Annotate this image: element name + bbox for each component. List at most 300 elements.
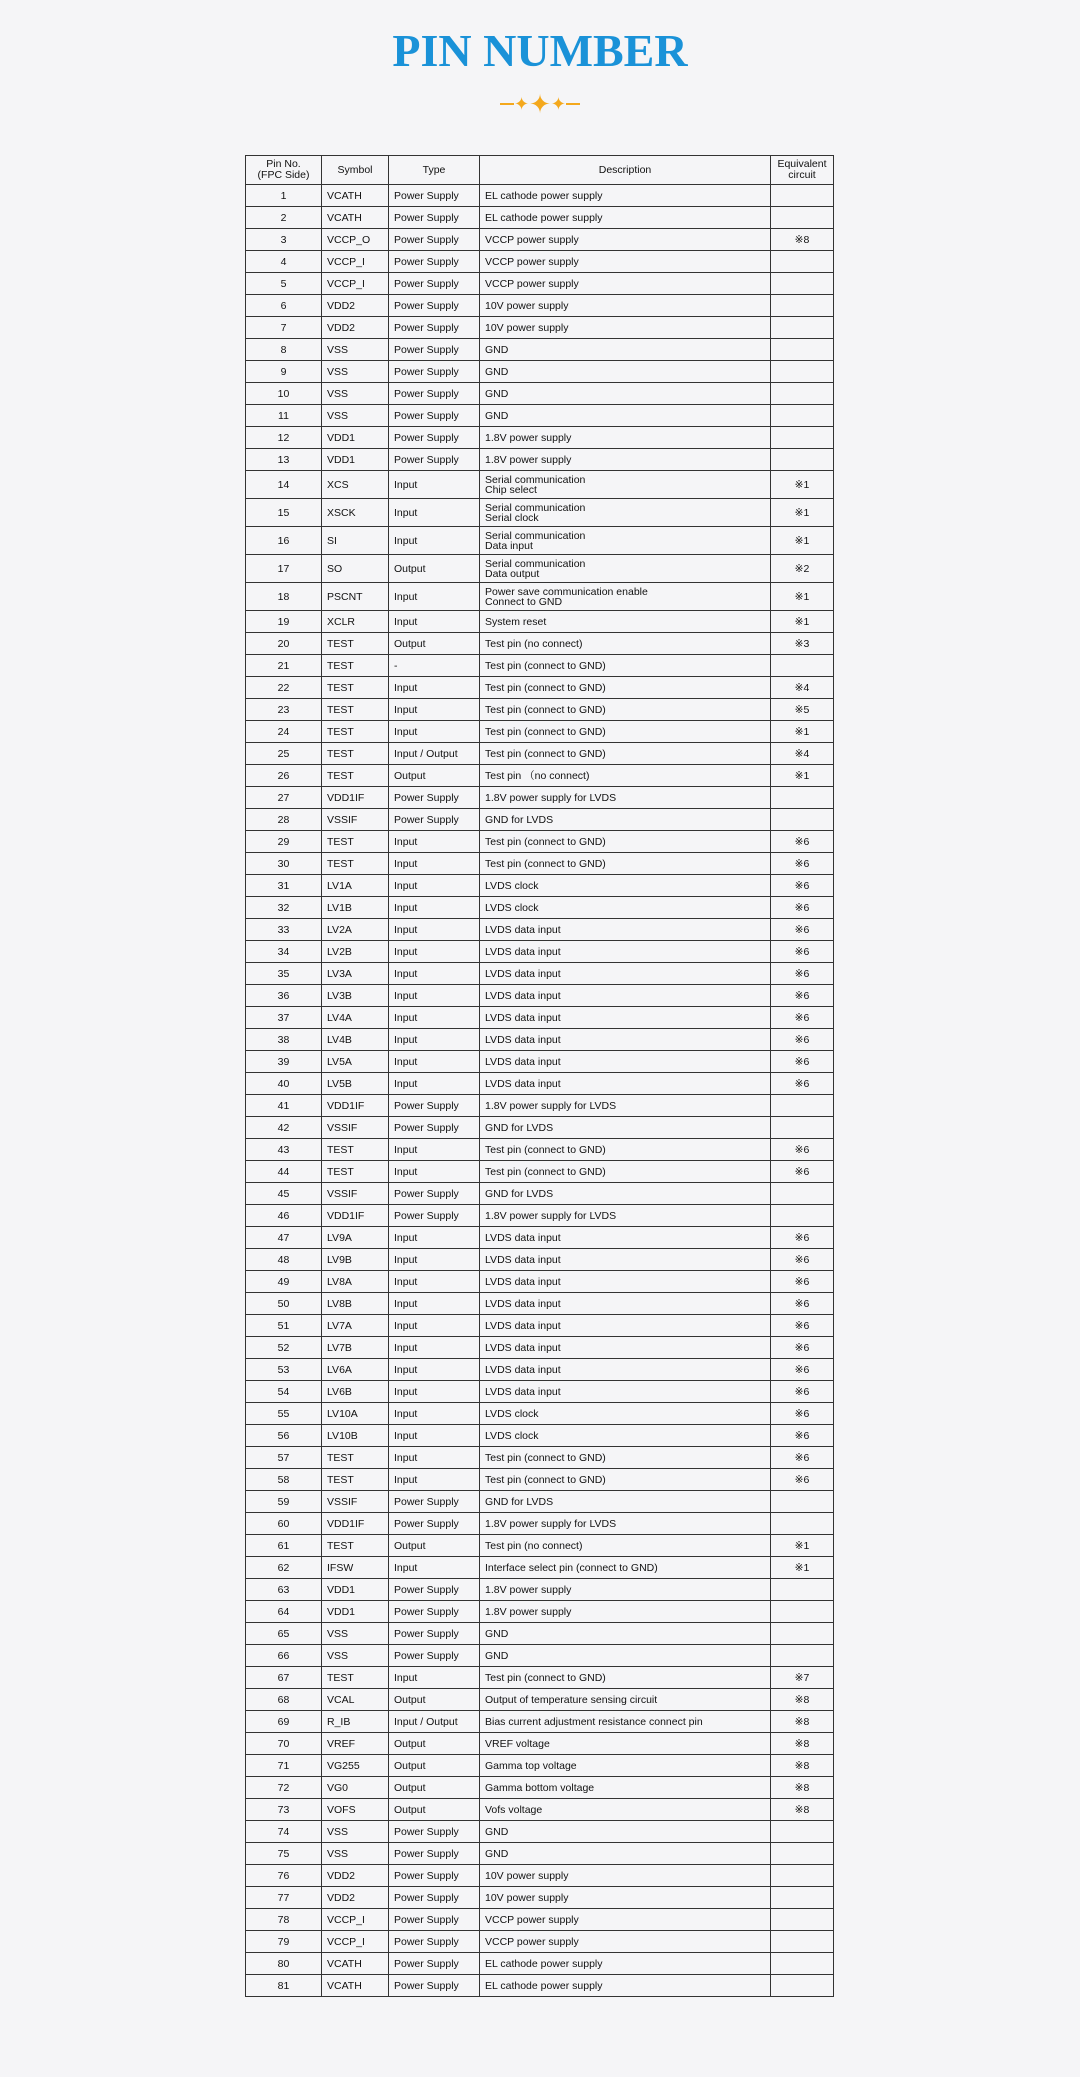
pin-number-cell: 49 — [246, 1271, 322, 1293]
symbol-cell: VSS — [322, 405, 389, 427]
type-cell: Input / Output — [389, 743, 480, 765]
description-cell: LVDS data input — [480, 1007, 771, 1029]
header-description: Description — [480, 156, 771, 185]
type-cell: Input — [389, 1359, 480, 1381]
type-cell: Input — [389, 853, 480, 875]
table-row — [246, 721, 834, 743]
equivalent-circuit-cell — [771, 427, 834, 449]
description-cell: VREF voltage — [480, 1733, 771, 1755]
type-cell: Power Supply — [389, 1843, 480, 1865]
equivalent-circuit-cell — [771, 655, 834, 677]
table-row — [246, 1073, 834, 1095]
equivalent-circuit-cell — [771, 1953, 834, 1975]
description-cell: EL cathode power supply — [480, 1953, 771, 1975]
pin-number-cell: 36 — [246, 985, 322, 1007]
table-row — [246, 527, 834, 555]
pin-number-cell: 48 — [246, 1249, 322, 1271]
pin-number-cell: 52 — [246, 1337, 322, 1359]
description-cell: 1.8V power supply for LVDS — [480, 1095, 771, 1117]
equivalent-circuit-cell — [771, 1645, 834, 1667]
pin-number-cell: 63 — [246, 1579, 322, 1601]
table-row — [246, 1095, 834, 1117]
pin-number-cell: 10 — [246, 383, 322, 405]
type-cell: Input — [389, 471, 480, 499]
symbol-cell: LV4B — [322, 1029, 389, 1051]
symbol-cell: VSS — [322, 361, 389, 383]
table-row — [246, 1007, 834, 1029]
table-row — [246, 1953, 834, 1975]
table-row — [246, 1117, 834, 1139]
header-symbol: Symbol — [322, 156, 389, 185]
title-ornament — [0, 89, 1080, 119]
equivalent-circuit-cell — [771, 1491, 834, 1513]
type-cell: Power Supply — [389, 1623, 480, 1645]
table-row — [246, 1799, 834, 1821]
pin-number-cell: 19 — [246, 611, 322, 633]
type-cell: Input — [389, 1029, 480, 1051]
description-cell: Test pin (connect to GND) — [480, 1447, 771, 1469]
description-cell: Test pin (connect to GND) — [480, 1139, 771, 1161]
description-cell: GND for LVDS — [480, 1491, 771, 1513]
equivalent-circuit-cell: ※8 — [771, 229, 834, 251]
table-body — [246, 185, 834, 1997]
symbol-cell: LV8A — [322, 1271, 389, 1293]
symbol-cell: LV6B — [322, 1381, 389, 1403]
description-cell: LVDS data input — [480, 1271, 771, 1293]
equivalent-circuit-cell: ※1 — [771, 1535, 834, 1557]
pin-number-cell: 80 — [246, 1953, 322, 1975]
table-row — [246, 1931, 834, 1953]
description-line-2: Chip select — [485, 483, 537, 496]
equivalent-circuit-cell: ※6 — [771, 963, 834, 985]
description-cell: Test pin (connect to GND) — [480, 721, 771, 743]
table-row — [246, 963, 834, 985]
description-cell: LVDS data input — [480, 1381, 771, 1403]
symbol-cell: LV4A — [322, 1007, 389, 1029]
symbol-cell: SI — [322, 527, 389, 555]
equivalent-circuit-cell — [771, 1865, 834, 1887]
table-row — [246, 1843, 834, 1865]
pin-number-cell: 78 — [246, 1909, 322, 1931]
table-row — [246, 1315, 834, 1337]
symbol-cell: VSS — [322, 383, 389, 405]
equivalent-circuit-cell: ※6 — [771, 1161, 834, 1183]
type-cell: Power Supply — [389, 1117, 480, 1139]
type-cell: Power Supply — [389, 1931, 480, 1953]
table-row — [246, 1249, 834, 1271]
table-row — [246, 1359, 834, 1381]
symbol-cell: VDD1IF — [322, 1205, 389, 1227]
symbol-cell: VSS — [322, 1843, 389, 1865]
description-cell: LVDS data input — [480, 1029, 771, 1051]
type-cell: Power Supply — [389, 427, 480, 449]
type-cell: Output — [389, 1535, 480, 1557]
type-cell: Input — [389, 499, 480, 527]
equivalent-circuit-cell: ※6 — [771, 875, 834, 897]
equivalent-circuit-cell: ※6 — [771, 1271, 834, 1293]
pin-number-cell: 76 — [246, 1865, 322, 1887]
symbol-cell: VOFS — [322, 1799, 389, 1821]
equivalent-circuit-cell — [771, 449, 834, 471]
ornament-line-left — [500, 103, 514, 105]
equivalent-circuit-cell — [771, 1513, 834, 1535]
type-cell: Input — [389, 875, 480, 897]
equivalent-circuit-cell: ※6 — [771, 1337, 834, 1359]
symbol-cell: LV2A — [322, 919, 389, 941]
type-cell: Input — [389, 1271, 480, 1293]
table-row — [246, 1667, 834, 1689]
table-row — [246, 1293, 834, 1315]
description-cell: GND — [480, 361, 771, 383]
type-cell: Input — [389, 1403, 480, 1425]
type-cell: Input — [389, 1667, 480, 1689]
equivalent-circuit-cell — [771, 361, 834, 383]
symbol-cell: VCATH — [322, 185, 389, 207]
equivalent-circuit-cell: ※6 — [771, 941, 834, 963]
pin-number-cell: 5 — [246, 273, 322, 295]
pin-number-cell: 50 — [246, 1293, 322, 1315]
description-cell: LVDS data input — [480, 1073, 771, 1095]
description-cell: 10V power supply — [480, 1865, 771, 1887]
type-cell: Input — [389, 1447, 480, 1469]
header-pin-no: Pin No. (FPC Side) — [246, 156, 322, 185]
equivalent-circuit-cell: ※5 — [771, 699, 834, 721]
description-cell: LVDS clock — [480, 875, 771, 897]
equivalent-circuit-cell: ※6 — [771, 919, 834, 941]
pin-number-cell: 32 — [246, 897, 322, 919]
pin-number-cell: 34 — [246, 941, 322, 963]
type-cell: Power Supply — [389, 207, 480, 229]
description-line-1: Power save communication enable — [485, 585, 648, 598]
equivalent-circuit-cell — [771, 251, 834, 273]
symbol-cell: VSS — [322, 1821, 389, 1843]
pin-number-cell: 51 — [246, 1315, 322, 1337]
description-cell: LVDS clock — [480, 897, 771, 919]
type-cell: Output — [389, 1733, 480, 1755]
description-cell: System reset — [480, 611, 771, 633]
type-cell: Input — [389, 1381, 480, 1403]
description-cell — [480, 499, 771, 527]
type-cell: Input — [389, 985, 480, 1007]
pin-number-cell: 67 — [246, 1667, 322, 1689]
symbol-cell: VG255 — [322, 1755, 389, 1777]
table-row — [246, 273, 834, 295]
type-cell: Input — [389, 583, 480, 611]
type-cell: Input — [389, 1161, 480, 1183]
symbol-cell: TEST — [322, 655, 389, 677]
equivalent-circuit-cell: ※1 — [771, 611, 834, 633]
pin-number-cell: 7 — [246, 317, 322, 339]
table-row — [246, 383, 834, 405]
pin-number-cell: 42 — [246, 1117, 322, 1139]
equivalent-circuit-cell — [771, 185, 834, 207]
symbol-cell: TEST — [322, 633, 389, 655]
equivalent-circuit-cell: ※1 — [771, 1557, 834, 1579]
type-cell: Input — [389, 963, 480, 985]
symbol-cell: TEST — [322, 1447, 389, 1469]
table-row — [246, 1623, 834, 1645]
equivalent-circuit-cell — [771, 1843, 834, 1865]
equivalent-circuit-cell — [771, 787, 834, 809]
description-line-1: Serial communication — [485, 557, 586, 570]
table-row — [246, 405, 834, 427]
description-cell: GND for LVDS — [480, 809, 771, 831]
equivalent-circuit-cell — [771, 273, 834, 295]
table-row — [246, 1755, 834, 1777]
table-row — [246, 1645, 834, 1667]
symbol-cell: TEST — [322, 1535, 389, 1557]
pin-number-cell: 15 — [246, 499, 322, 527]
pin-number-cell: 66 — [246, 1645, 322, 1667]
pin-number-cell: 8 — [246, 339, 322, 361]
pin-number-cell: 24 — [246, 721, 322, 743]
pin-number-cell: 61 — [246, 1535, 322, 1557]
table-row — [246, 1271, 834, 1293]
description-cell: Test pin （no connect) — [480, 765, 771, 787]
symbol-cell: TEST — [322, 1667, 389, 1689]
equivalent-circuit-cell: ※6 — [771, 897, 834, 919]
equivalent-circuit-cell: ※6 — [771, 1139, 834, 1161]
pin-number-cell: 81 — [246, 1975, 322, 1997]
table-row — [246, 787, 834, 809]
symbol-cell: VSS — [322, 339, 389, 361]
symbol-cell: LV10B — [322, 1425, 389, 1447]
table-row — [246, 339, 834, 361]
equivalent-circuit-cell: ※6 — [771, 1425, 834, 1447]
equivalent-circuit-cell: ※6 — [771, 1359, 834, 1381]
table-row — [246, 1161, 834, 1183]
description-cell: Gamma bottom voltage — [480, 1777, 771, 1799]
table-row — [246, 361, 834, 383]
pin-number-cell: 33 — [246, 919, 322, 941]
symbol-cell: R_IB — [322, 1711, 389, 1733]
symbol-cell: VG0 — [322, 1777, 389, 1799]
table-row — [246, 1777, 834, 1799]
description-line-2: Data input — [485, 539, 533, 552]
description-line-1: Serial communication — [485, 501, 586, 514]
table-row — [246, 677, 834, 699]
type-cell: Output — [389, 1755, 480, 1777]
equivalent-circuit-cell: ※4 — [771, 743, 834, 765]
symbol-cell: VDD2 — [322, 1865, 389, 1887]
type-cell: Power Supply — [389, 1953, 480, 1975]
symbol-cell: VDD1 — [322, 427, 389, 449]
type-cell: Input — [389, 919, 480, 941]
symbol-cell: TEST — [322, 765, 389, 787]
pin-number-cell: 18 — [246, 583, 322, 611]
pin-number-cell: 17 — [246, 555, 322, 583]
table-row — [246, 611, 834, 633]
description-cell: LVDS data input — [480, 1359, 771, 1381]
type-cell: Power Supply — [389, 229, 480, 251]
symbol-cell: VDD1 — [322, 449, 389, 471]
type-cell: Input — [389, 1557, 480, 1579]
description-cell: Output of temperature sensing circuit — [480, 1689, 771, 1711]
pin-number-cell: 13 — [246, 449, 322, 471]
pin-number-cell: 79 — [246, 1931, 322, 1953]
pin-number-cell: 77 — [246, 1887, 322, 1909]
table-row — [246, 185, 834, 207]
type-cell: Power Supply — [389, 339, 480, 361]
symbol-cell: XCLR — [322, 611, 389, 633]
description-line-2: Data output — [485, 567, 540, 580]
equivalent-circuit-cell — [771, 1205, 834, 1227]
pin-number-cell: 21 — [246, 655, 322, 677]
pin-number-cell: 26 — [246, 765, 322, 787]
description-cell — [480, 527, 771, 555]
symbol-cell: VCATH — [322, 207, 389, 229]
description-cell: Test pin (connect to GND) — [480, 853, 771, 875]
description-cell: GND — [480, 383, 771, 405]
header-type: Type — [389, 156, 480, 185]
type-cell: Power Supply — [389, 405, 480, 427]
pin-number-cell: 35 — [246, 963, 322, 985]
equivalent-circuit-cell — [771, 1117, 834, 1139]
type-cell: Input — [389, 1249, 480, 1271]
description-cell: LVDS clock — [480, 1425, 771, 1447]
pin-number-cell: 43 — [246, 1139, 322, 1161]
symbol-cell: TEST — [322, 743, 389, 765]
symbol-cell: VDD1IF — [322, 1513, 389, 1535]
description-cell: EL cathode power supply — [480, 1975, 771, 1997]
description-cell: Test pin (connect to GND) — [480, 743, 771, 765]
symbol-cell: TEST — [322, 831, 389, 853]
type-cell: Input — [389, 1293, 480, 1315]
symbol-cell: VDD1IF — [322, 1095, 389, 1117]
type-cell: Input — [389, 831, 480, 853]
equivalent-circuit-cell — [771, 809, 834, 831]
type-cell: Power Supply — [389, 251, 480, 273]
type-cell: Output — [389, 1799, 480, 1821]
symbol-cell: SO — [322, 555, 389, 583]
table-row — [246, 1183, 834, 1205]
description-cell: Test pin (no connect) — [480, 1535, 771, 1557]
symbol-cell: TEST — [322, 699, 389, 721]
type-cell: Power Supply — [389, 809, 480, 831]
equivalent-circuit-cell: ※3 — [771, 633, 834, 655]
pin-number-cell: 46 — [246, 1205, 322, 1227]
type-cell: Power Supply — [389, 1491, 480, 1513]
description-cell: Interface select pin (connect to GND) — [480, 1557, 771, 1579]
description-line-1: Serial communication — [485, 529, 586, 542]
table-row — [246, 471, 834, 499]
symbol-cell: LV1B — [322, 897, 389, 919]
description-cell: 1.8V power supply for LVDS — [480, 1513, 771, 1535]
pin-number-cell: 59 — [246, 1491, 322, 1513]
symbol-cell: XSCK — [322, 499, 389, 527]
equivalent-circuit-cell: ※6 — [771, 1293, 834, 1315]
symbol-cell: VCATH — [322, 1975, 389, 1997]
description-cell: Test pin (connect to GND) — [480, 677, 771, 699]
table-row — [246, 875, 834, 897]
symbol-cell: VDD1 — [322, 1579, 389, 1601]
description-cell: LVDS data input — [480, 1293, 771, 1315]
equivalent-circuit-cell: ※8 — [771, 1799, 834, 1821]
equivalent-circuit-cell: ※1 — [771, 527, 834, 555]
equivalent-circuit-cell — [771, 1601, 834, 1623]
equivalent-circuit-cell — [771, 339, 834, 361]
pin-number-cell: 9 — [246, 361, 322, 383]
pin-number-cell: 45 — [246, 1183, 322, 1205]
equivalent-circuit-cell — [771, 1909, 834, 1931]
description-cell: EL cathode power supply — [480, 185, 771, 207]
table-row — [246, 207, 834, 229]
description-cell: LVDS data input — [480, 1051, 771, 1073]
equivalent-circuit-cell — [771, 1623, 834, 1645]
description-cell: LVDS data input — [480, 1337, 771, 1359]
pin-number-cell: 41 — [246, 1095, 322, 1117]
symbol-cell: LV2B — [322, 941, 389, 963]
table-row — [246, 1513, 834, 1535]
equivalent-circuit-cell: ※6 — [771, 1315, 834, 1337]
description-cell: VCCP power supply — [480, 229, 771, 251]
symbol-cell: TEST — [322, 853, 389, 875]
type-cell: Power Supply — [389, 295, 480, 317]
type-cell: Power Supply — [389, 449, 480, 471]
symbol-cell: TEST — [322, 721, 389, 743]
table-row — [246, 1887, 834, 1909]
symbol-cell: VDD2 — [322, 317, 389, 339]
symbol-cell: VCAL — [322, 1689, 389, 1711]
equivalent-circuit-cell: ※1 — [771, 471, 834, 499]
symbol-cell: VSSIF — [322, 809, 389, 831]
equivalent-circuit-cell: ※1 — [771, 583, 834, 611]
type-cell: Input — [389, 611, 480, 633]
pin-number-cell: 56 — [246, 1425, 322, 1447]
description-line-1: Serial communication — [485, 473, 586, 486]
pin-number-cell: 16 — [246, 527, 322, 555]
pin-number-cell: 11 — [246, 405, 322, 427]
symbol-cell: TEST — [322, 1469, 389, 1491]
type-cell: Power Supply — [389, 383, 480, 405]
type-cell: Input — [389, 677, 480, 699]
description-cell: Test pin (no connect) — [480, 633, 771, 655]
table-row — [246, 1029, 834, 1051]
pin-number-cell: 64 — [246, 1601, 322, 1623]
pin-number-cell: 23 — [246, 699, 322, 721]
symbol-cell: TEST — [322, 677, 389, 699]
pin-table — [245, 155, 834, 1997]
description-cell: LVDS data input — [480, 941, 771, 963]
pin-number-cell: 44 — [246, 1161, 322, 1183]
pin-number-cell: 37 — [246, 1007, 322, 1029]
type-cell: Power Supply — [389, 1601, 480, 1623]
pin-number-cell: 6 — [246, 295, 322, 317]
table-row — [246, 1205, 834, 1227]
description-cell: LVDS data input — [480, 919, 771, 941]
table-row — [246, 427, 834, 449]
type-cell: Input — [389, 1469, 480, 1491]
header-equivalent-circuit: Equivalent circuit — [771, 156, 834, 185]
equivalent-circuit-cell — [771, 405, 834, 427]
table-row — [246, 1711, 834, 1733]
type-cell: Power Supply — [389, 185, 480, 207]
equivalent-circuit-cell — [771, 1095, 834, 1117]
pin-number-cell: 75 — [246, 1843, 322, 1865]
equivalent-circuit-cell: ※8 — [771, 1689, 834, 1711]
type-cell: Power Supply — [389, 1645, 480, 1667]
description-cell — [480, 583, 771, 611]
description-cell: Gamma top voltage — [480, 1755, 771, 1777]
pin-number-cell: 2 — [246, 207, 322, 229]
table-row — [246, 1051, 834, 1073]
pin-number-cell: 47 — [246, 1227, 322, 1249]
description-cell: VCCP power supply — [480, 273, 771, 295]
table-row — [246, 1425, 834, 1447]
description-cell: 1.8V power supply — [480, 449, 771, 471]
description-cell: GND for LVDS — [480, 1117, 771, 1139]
type-cell: Input — [389, 1051, 480, 1073]
